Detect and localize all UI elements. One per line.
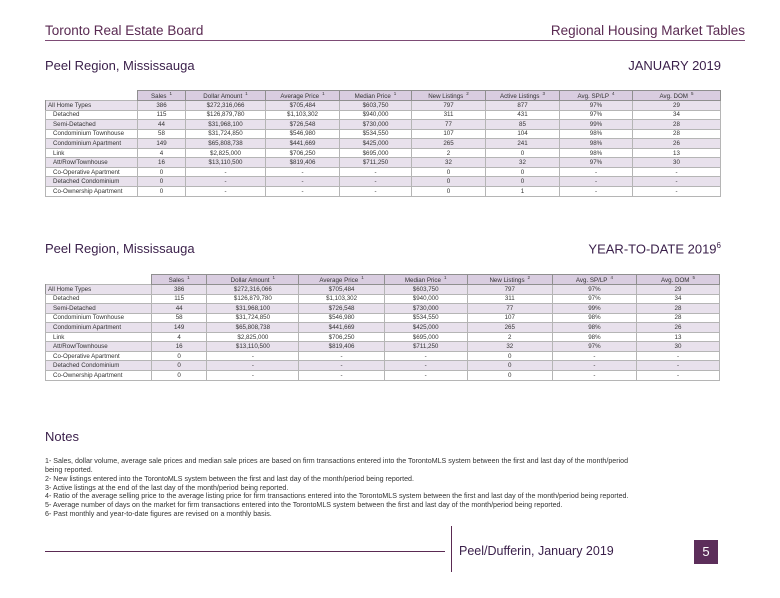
row-label: All Home Types (46, 285, 152, 295)
row-label: Co-Operative Apartment (46, 167, 138, 177)
table-cell: 4 (151, 332, 206, 342)
table-cell: $425,000 (384, 323, 467, 333)
table-cell: 16 (138, 158, 186, 168)
monthly-section-title: Peel Region, Mississauga (45, 58, 195, 73)
column-header-label: Median Price (354, 93, 391, 101)
table-cell: 58 (151, 313, 206, 323)
column-header-label: Avg. DOM (661, 277, 690, 285)
table-cell: $603,750 (384, 285, 467, 295)
table-cell: 32 (467, 342, 552, 352)
table-cell: - (552, 361, 636, 371)
table-cell: - (633, 186, 721, 196)
table-cell: $272,316,066 (207, 285, 299, 295)
table-cell: 311 (412, 110, 486, 120)
table-cell: 99% (560, 120, 633, 130)
table-cell: 107 (467, 313, 552, 323)
table-cell: 97% (560, 158, 633, 168)
table-cell: 85 (486, 120, 560, 130)
ytd-period-label: YEAR-TO-DATE 2019 (588, 241, 717, 257)
column-header (384, 275, 467, 285)
table-cell: - (266, 177, 340, 187)
column-header (552, 275, 636, 285)
column-header-note: 1 (272, 275, 276, 280)
footer-text: Peel/Dufferin, January 2019 (459, 544, 614, 558)
table-cell: 32 (412, 158, 486, 168)
row-label: Detached Condominium (46, 361, 152, 371)
column-header-note: 4 (610, 275, 613, 280)
table-cell: - (340, 167, 412, 177)
table-cell: - (560, 177, 633, 187)
table-cell: $711,250 (340, 158, 412, 168)
header-spacer (46, 91, 138, 101)
row-label: Att/Row/Townhouse (46, 158, 138, 168)
table-cell: 0 (412, 177, 486, 187)
table-cell: 115 (151, 294, 206, 304)
table-cell: $706,250 (299, 332, 384, 342)
table-cell: - (560, 186, 633, 196)
table-cell: 877 (486, 101, 560, 111)
table-cell: 77 (467, 304, 552, 314)
table-cell: $65,808,738 (186, 139, 266, 149)
table-cell: - (186, 177, 266, 187)
column-header-label: New Listings (428, 93, 464, 101)
column-header-label: Avg. SP/LP (575, 277, 608, 285)
table-cell: $695,000 (384, 332, 467, 342)
table-cell: - (636, 361, 719, 371)
table-cell: $730,000 (384, 304, 467, 314)
table-cell: 386 (138, 101, 186, 111)
table-cell: $126,879,780 (186, 110, 266, 120)
table-row (46, 139, 721, 149)
table-cell: - (384, 370, 467, 380)
table-cell: $13,110,500 (186, 158, 266, 168)
table-cell: $940,000 (340, 110, 412, 120)
table-row (46, 323, 720, 333)
board-name: Toronto Real Estate Board (45, 23, 204, 38)
table-cell: $726,548 (266, 120, 340, 130)
table-row (46, 101, 721, 111)
table-cell: - (186, 186, 266, 196)
table-cell: $2,825,000 (207, 332, 299, 342)
column-header-note: 2 (466, 91, 469, 96)
column-header (299, 275, 384, 285)
table-cell: $705,484 (266, 101, 340, 111)
table-cell: - (633, 177, 721, 187)
table-cell: $726,548 (299, 304, 384, 314)
column-header (340, 91, 412, 101)
table-cell: $31,968,100 (186, 120, 266, 130)
table-cell: 44 (151, 304, 206, 314)
column-header-label: Average Price (319, 277, 359, 285)
table-cell: 0 (151, 370, 206, 380)
row-label: Detached (46, 294, 152, 304)
column-header-note: 1 (187, 275, 190, 280)
table-cell: 26 (636, 323, 719, 333)
row-label: Semi-Detached (46, 120, 138, 130)
row-label: Co-Ownership Apartment (46, 370, 152, 380)
table-cell: $31,968,100 (207, 304, 299, 314)
table-cell: - (266, 167, 340, 177)
table-row (46, 370, 720, 380)
monthly-section-period: JANUARY 2019 (628, 58, 721, 73)
table-cell: 34 (636, 294, 719, 304)
table-cell: 265 (467, 323, 552, 333)
row-label: Condominium Apartment (46, 139, 138, 149)
table-cell: - (560, 167, 633, 177)
table-row (46, 332, 720, 342)
table-cell: $425,000 (340, 139, 412, 149)
ytd-section-period (588, 241, 721, 256)
header-rule (45, 40, 745, 41)
row-label: Att/Row/Townhouse (46, 342, 152, 352)
header-spacer (46, 275, 152, 285)
table-cell: 0 (138, 167, 186, 177)
column-header (412, 91, 486, 101)
table-cell: 98% (560, 148, 633, 158)
table-cell: 16 (151, 342, 206, 352)
table-cell: 58 (138, 129, 186, 139)
table-cell: 30 (633, 158, 721, 168)
table-cell: $940,000 (384, 294, 467, 304)
column-header-note: 1 (245, 91, 248, 96)
table-row (46, 313, 720, 323)
table-cell: $2,825,000 (186, 148, 266, 158)
column-header-label: Active Listings (499, 93, 540, 101)
ytd-section-title: Peel Region, Mississauga (45, 241, 195, 256)
column-header-label: Sales (168, 277, 185, 285)
table-cell: 32 (486, 158, 560, 168)
table-cell: $65,808,738 (207, 323, 299, 333)
monthly-market-table (45, 90, 721, 197)
table-cell: 98% (560, 139, 633, 149)
column-header-note: 5 (690, 91, 694, 96)
column-header-note: 1 (169, 91, 172, 96)
table-cell: 386 (151, 285, 206, 295)
table-cell: 0 (467, 370, 552, 380)
table-cell: $695,000 (340, 148, 412, 158)
table-row (46, 167, 721, 177)
table-cell: $711,250 (384, 342, 467, 352)
table-cell: - (299, 361, 384, 371)
column-header (636, 275, 719, 285)
table-row (46, 148, 721, 158)
table-cell: - (384, 351, 467, 361)
ytd-period-note: 6 (716, 241, 721, 250)
table-cell: $1,103,302 (266, 110, 340, 120)
table-cell: 241 (486, 139, 560, 149)
column-header-note: 2 (527, 275, 531, 280)
table-cell: - (207, 361, 299, 371)
table-cell: 98% (560, 129, 633, 139)
table-cell: 97% (560, 101, 633, 111)
table-row (46, 361, 720, 371)
table-cell: 97% (552, 342, 636, 352)
row-label: Detached Condominium (46, 177, 138, 187)
table-cell: $272,316,066 (186, 101, 266, 111)
table-cell: 0 (138, 177, 186, 187)
table-cell: $126,879,780 (207, 294, 299, 304)
table-cell: $819,406 (266, 158, 340, 168)
row-label: Co-Operative Apartment (46, 351, 152, 361)
column-header-label: Avg. DOM (659, 93, 688, 101)
table-cell: - (340, 177, 412, 187)
table-cell: 97% (560, 110, 633, 120)
footer-divider (451, 526, 452, 572)
table-cell: - (636, 351, 719, 361)
table-cell: 44 (138, 120, 186, 130)
table-cell: - (186, 167, 266, 177)
table-cell: $1,103,302 (299, 294, 384, 304)
table-cell: 1 (486, 186, 560, 196)
table-cell: 149 (138, 139, 186, 149)
table-cell: $441,669 (266, 139, 340, 149)
column-header-note: 5 (692, 275, 695, 280)
table-row (46, 129, 721, 139)
table-cell: $819,406 (299, 342, 384, 352)
column-header-label: Dollar Amount (203, 93, 243, 101)
table-row (46, 351, 720, 361)
table-row (46, 158, 721, 168)
table-cell: 0 (486, 148, 560, 158)
column-header-note: 1 (443, 275, 447, 280)
page-number: 5 (694, 540, 718, 564)
footer-rule (45, 551, 445, 552)
note-item: 4- Ratio of the average selling price to the average listing price for firm transactions entered into the TorontoMLS system between the first and last day of the month/period being reported. (45, 492, 629, 501)
table-row (46, 120, 721, 130)
table-cell: $441,669 (299, 323, 384, 333)
table-cell: 0 (151, 361, 206, 371)
column-header (486, 91, 560, 101)
table-cell: $534,550 (384, 313, 467, 323)
table-cell: - (266, 186, 340, 196)
table-row (46, 294, 720, 304)
column-header (207, 275, 299, 285)
table-cell: - (552, 370, 636, 380)
table-cell: 311 (467, 294, 552, 304)
table-cell: 29 (633, 101, 721, 111)
table-cell: - (299, 370, 384, 380)
table-cell: 115 (138, 110, 186, 120)
table-cell: 28 (633, 120, 721, 130)
table-cell: 0 (151, 351, 206, 361)
table-cell: 107 (412, 129, 486, 139)
column-header (186, 91, 266, 101)
row-label: Co-Ownership Apartment (46, 186, 138, 196)
table-cell: $705,484 (299, 285, 384, 295)
row-label: Detached (46, 110, 138, 120)
row-label: Semi-Detached (46, 304, 152, 314)
table-cell: - (207, 351, 299, 361)
document-title: Regional Housing Market Tables (550, 23, 745, 38)
table-cell: 28 (636, 313, 719, 323)
table-cell: 2 (467, 332, 552, 342)
note-item: 3- Active listings at the end of the last day of the month/period being reported. (45, 483, 289, 492)
table-cell: $730,000 (340, 120, 412, 130)
table-row (46, 304, 720, 314)
table-cell: - (636, 370, 719, 380)
table-cell: - (207, 370, 299, 380)
column-header-note: 3 (542, 91, 546, 96)
column-header-note: 1 (322, 91, 325, 96)
table-cell: 34 (633, 110, 721, 120)
row-label: Condominium Townhouse (46, 313, 152, 323)
row-label: Link (46, 148, 138, 158)
column-header (151, 275, 206, 285)
note-item: 6- Past monthly and year-to-date figures are revised on a monthly basis. (45, 510, 272, 519)
column-header (138, 91, 186, 101)
column-header-label: Sales (151, 93, 167, 101)
table-cell: $534,550 (340, 129, 412, 139)
table-cell: 797 (467, 285, 552, 295)
table-cell: 4 (138, 148, 186, 158)
table-cell: $31,724,850 (186, 129, 266, 139)
column-header (633, 91, 721, 101)
column-header-note: 1 (393, 91, 397, 96)
column-header-label: Median Price (404, 277, 441, 285)
table-cell: 98% (552, 323, 636, 333)
table-cell: 149 (151, 323, 206, 333)
table-row (46, 342, 720, 352)
table-cell: 13 (636, 332, 719, 342)
table-cell: $603,750 (340, 101, 412, 111)
column-header-label: Average Price (280, 93, 320, 101)
table-cell: 99% (552, 304, 636, 314)
table-cell: 0 (412, 167, 486, 177)
table-cell: - (633, 167, 721, 177)
table-cell: 98% (552, 313, 636, 323)
table-cell: $31,724,850 (207, 313, 299, 323)
row-label: Link (46, 332, 152, 342)
table-row (46, 110, 721, 120)
table-cell: 0 (467, 361, 552, 371)
table-cell: 97% (552, 285, 636, 295)
table-cell: $13,110,500 (207, 342, 299, 352)
table-cell: - (299, 351, 384, 361)
table-cell: 26 (633, 139, 721, 149)
table-cell: - (384, 361, 467, 371)
table-cell: 30 (636, 342, 719, 352)
column-header-note: 1 (361, 275, 364, 280)
table-cell: 97% (552, 294, 636, 304)
table-row (46, 285, 720, 295)
table-cell: 265 (412, 139, 486, 149)
table-cell: $546,980 (299, 313, 384, 323)
note-item: 5- Average number of days on the market for firm transactions entered into the TorontoMLS system between the first and last day of the month/period being reported. (45, 501, 563, 510)
row-label: Condominium Townhouse (46, 129, 138, 139)
note-item: 2- New listings entered into the TorontoMLS system between the first and last day of the month/period being reported. (45, 474, 414, 483)
table-cell: 104 (486, 129, 560, 139)
table-cell: 29 (636, 285, 719, 295)
ytd-market-table (45, 274, 720, 381)
table-cell: 28 (633, 129, 721, 139)
column-header (560, 91, 633, 101)
column-header-label: Dollar Amount (230, 277, 270, 285)
notes-title: Notes (45, 429, 79, 444)
table-cell: - (340, 186, 412, 196)
table-row (46, 177, 721, 187)
column-header-label: New Listings (489, 277, 525, 285)
table-cell: 0 (467, 351, 552, 361)
table-cell: $706,250 (266, 148, 340, 158)
table-cell: 797 (412, 101, 486, 111)
column-header-note: 4 (612, 91, 615, 96)
column-header (266, 91, 340, 101)
table-cell: 2 (412, 148, 486, 158)
row-label: All Home Types (46, 101, 138, 111)
column-header-label: Avg. SP/LP (577, 93, 609, 101)
table-cell: 98% (552, 332, 636, 342)
table-cell: - (552, 351, 636, 361)
table-cell: $546,980 (266, 129, 340, 139)
table-cell: 0 (486, 167, 560, 177)
table-cell: 77 (412, 120, 486, 130)
column-header (467, 275, 552, 285)
table-cell: 0 (486, 177, 560, 187)
table-cell: 13 (633, 148, 721, 158)
note-item: 1- Sales, dollar volume, average sale prices and median sale prices are based on firm transactions entered into the TorontoMLS system between the first and last day of the month/period being reported. (45, 457, 629, 474)
row-label: Condominium Apartment (46, 323, 152, 333)
table-cell: 28 (636, 304, 719, 314)
table-cell: 0 (138, 186, 186, 196)
table-cell: 0 (412, 186, 486, 196)
table-cell: 431 (486, 110, 560, 120)
notes-list (45, 457, 645, 519)
table-row (46, 186, 721, 196)
